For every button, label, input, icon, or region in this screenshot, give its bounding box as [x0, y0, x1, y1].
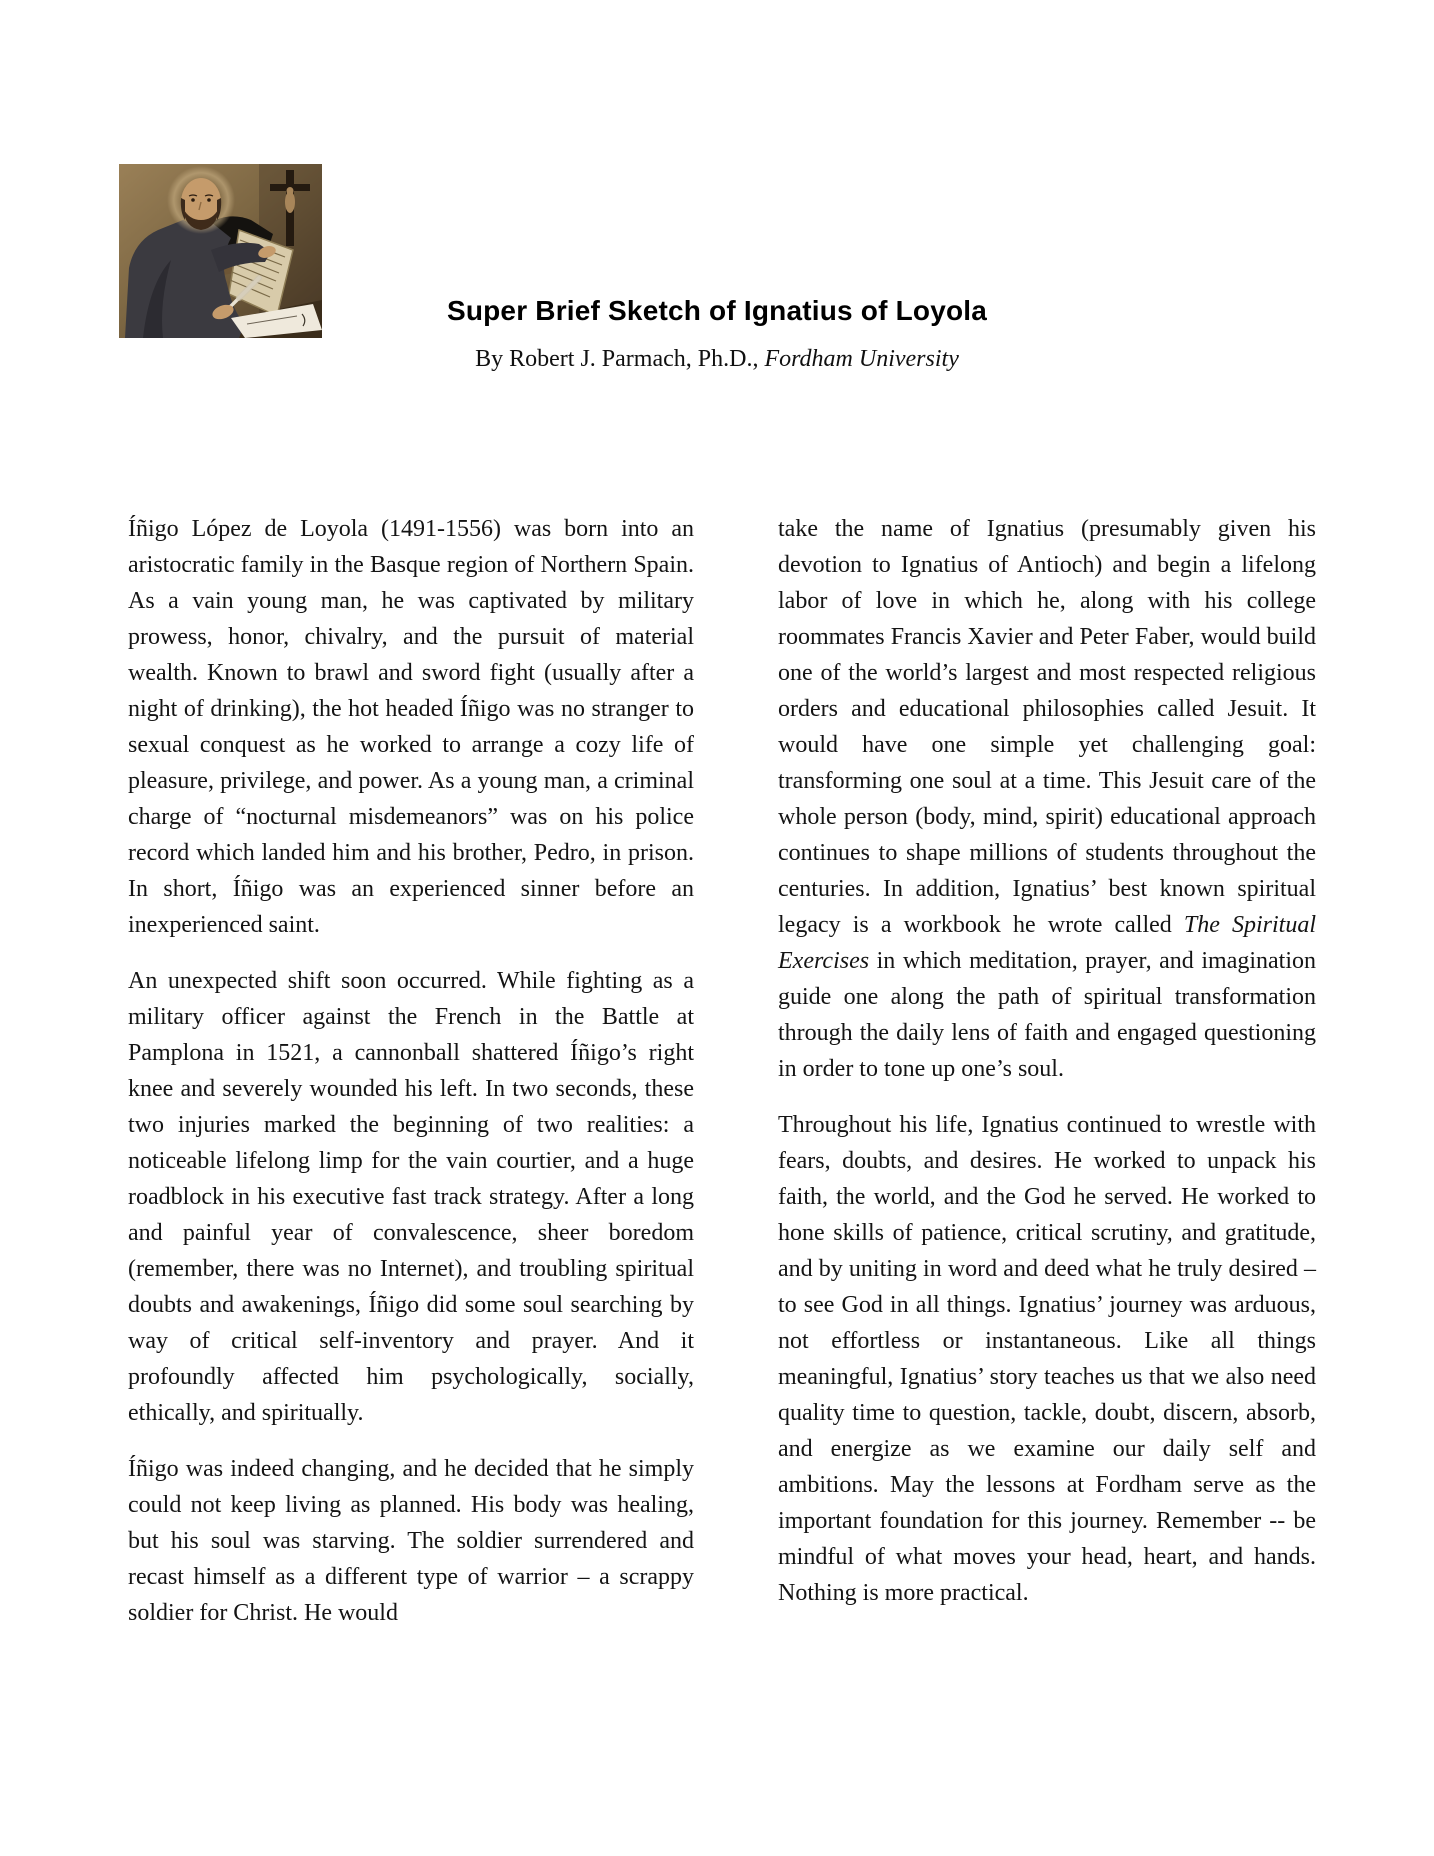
paragraph-1: Íñigo López de Loyola (1491-1556) was born into an aristocratic family in the Basque region of Northern Spain. As a vain young man, he was captivated by military prowess, honor, chivalry, and the pursuit of material wealth. Known to brawl and sword fight (usually after a night of drinking), the hot headed Íñigo was no stranger to sexual conquest as he worked to arrange a cozy life of pleasure, privilege, and power. As a young man, a criminal charge of “nocturnal misdemeanors” was on his police record which landed him and his brother, Pedro, in prison. In short, Íñigo was an experienced sinner before an inexperienced saint.	[128, 516, 694, 938]
paragraph-4-text-continued: in which meditation, prayer, and imagination guide one along the path of spiritual transformation through the daily lens of faith and engaged questioning in order to tone up one’s soul.	[778, 948, 1316, 1082]
document-header	[22, 294, 1412, 373]
book-title-spiritual-exercises: The Spiritual Exercises	[778, 912, 1316, 974]
paragraph-4	[778, 511, 1316, 1087]
paragraph-2: An unexpected shift soon occurred. While fighting as a military officer against the French in the Battle at Pamplona in 1521, a cannonball shattered Íñigo’s right knee and severely wounded his left. In two seconds, these two injuries marked the beginning of two realities: a noticeable lifelong limp for the vain courtier, and a huge roadblock in his executive fast track strategy. After a long and painful year of convalescence, sheer boredom (remember, there was no Internet), and troubling spiritual doubts and awakenings, Íñigo did some soul searching by way of critical self-inventory and prayer. And it profoundly affected him psychologically, socially, ethically, and spiritually.	[128, 968, 694, 1426]
byline-author: By Robert J. Parmach, Ph.D.,	[475, 346, 765, 372]
paragraph-3: Íñigo was indeed changing, and he decided that he simply could not keep living as planned. His body was healing, but his soul was starving. The soldier surrendered and recast himself as a different type of warrior – a scrappy soldier for Christ. He would	[128, 1456, 694, 1626]
byline	[22, 345, 1412, 373]
right-column	[778, 511, 1316, 1611]
left-column	[128, 511, 694, 1631]
byline-affiliation: Fordham University	[764, 346, 959, 372]
document-title: Super Brief Sketch of Ignatius of Loyola	[446, 295, 988, 326]
paragraph-4-text: take the name of Ignatius (presumably given his devotion to Ignatius of Antioch) and begin a lifelong labor of love in which he, along with his college roommates Francis Xavier and Peter Faber, would build one of the world’s largest and most respected religious orders and educational philosophies called Jesuit. It would have one simple yet challenging goal: transforming one soul at a time. This Jesuit care of the whole person (body, mind, spirit) educational approach continues to shape millions of students throughout the centuries. In addition, Ignatius’ best known spiritual legacy is a workbook he wrote called	[778, 516, 1316, 938]
paragraph-5: Throughout his life, Ignatius continued to wrestle with fears, doubts, and desires. He worked to unpack his faith, the world, and the God he served. He worked to hone skills of patience, critical scrutiny, and gratitude, and by uniting in word and deed what he truly desired – to see God in all things. Ignatius’ journey was arduous, not effortless or instantaneous. Like all things meaningful, Ignatius’ story teaches us that we also need quality time to question, tackle, doubt, discern, absorb, and energize as we examine our daily self and ambitions. May the lessons at Fordham serve as the important foundation for this journey. Remember -- be mindful of what moves your head, heart, and hands. Nothing is more practical.	[778, 1112, 1316, 1606]
